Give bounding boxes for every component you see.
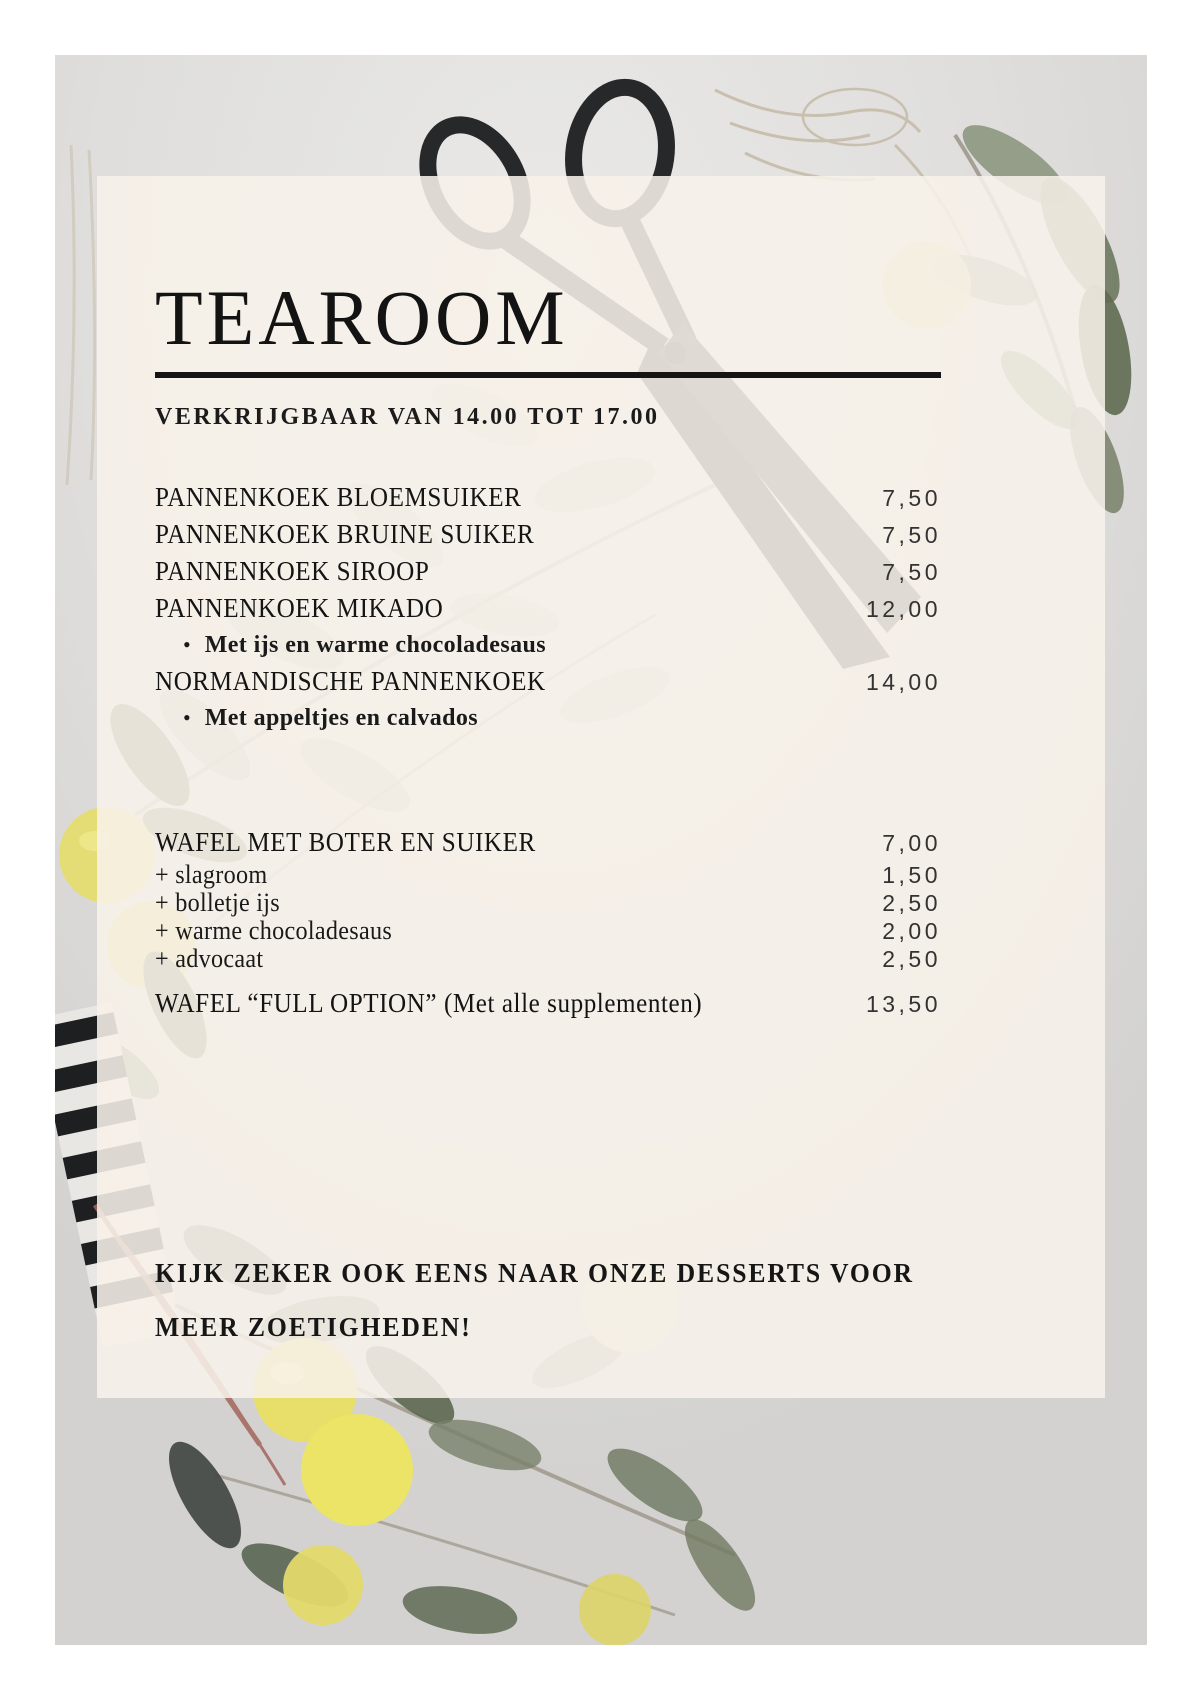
- menu-content: [155, 176, 941, 1354]
- item-name: PANNENKOEK SIROOP: [155, 556, 430, 586]
- menu-item-description: [155, 700, 941, 736]
- menu-item-row: [155, 479, 941, 516]
- lemon-bright-4: [579, 1574, 651, 1645]
- lemon-bright-2: [301, 1414, 413, 1526]
- item-name: PANNENKOEK BLOEMSUIKER: [155, 482, 522, 512]
- bullet-icon: •: [183, 705, 191, 730]
- addon-row: [155, 889, 941, 917]
- item-name: PANNENKOEK BRUINE SUIKER: [155, 519, 535, 549]
- menu-item-row: [155, 516, 941, 553]
- menu-item-row: [155, 985, 941, 1022]
- addon-name: + advocaat: [155, 944, 264, 973]
- item-price: 7,00: [882, 830, 941, 856]
- desserts-note: KIJK ZEKER OOK EENS NAAR ONZE DESSERTS VOOR MEER ZOETIGHEDEN!: [155, 1258, 914, 1342]
- item-price: 13,50: [865, 991, 941, 1017]
- item-price: 7,50: [882, 485, 941, 511]
- addon-price: 1,50: [882, 862, 941, 888]
- item-price: 14,00: [865, 669, 941, 695]
- pancakes-section: [155, 479, 941, 736]
- item-price: 7,50: [882, 559, 941, 585]
- item-price: 12,00: [865, 596, 941, 622]
- availability-subtitle: VERKRIJGBAAR VAN 14.00 TOT 17.00: [155, 404, 660, 430]
- addon-row: [155, 917, 941, 945]
- addon-price: 2,00: [882, 918, 941, 944]
- item-name: NORMANDISCHE PANNENKOEK: [155, 666, 546, 696]
- item-name: WAFEL “FULL OPTION” (Met alle supplementen): [155, 988, 703, 1018]
- description-text: Met appeltjes en calvados: [204, 705, 478, 731]
- addon-name: + slagroom: [155, 860, 268, 889]
- lemon-bright-3: [283, 1545, 363, 1625]
- addon-name: + bolletje ijs: [155, 888, 280, 917]
- addon-price: 2,50: [882, 890, 941, 916]
- addon-price: 2,50: [882, 946, 941, 972]
- menu-item-row: [155, 553, 941, 590]
- menu-item-row: [155, 663, 941, 700]
- addon-row: [155, 945, 941, 973]
- item-name: WAFEL MET BOTER EN SUIKER: [155, 827, 536, 857]
- bullet-icon: •: [183, 632, 191, 657]
- addon-row: [155, 861, 941, 889]
- addon-name: + warme chocoladesaus: [155, 916, 393, 945]
- menu-item-row: [155, 590, 941, 627]
- item-name: PANNENKOEK MIKADO: [155, 593, 444, 623]
- menu-item-description: [155, 627, 941, 663]
- page-title: TEAROOM: [155, 274, 569, 361]
- menu-item-row: [155, 824, 941, 861]
- item-price: 7,50: [882, 522, 941, 548]
- description-text: Met ijs en warme chocoladesaus: [204, 632, 546, 658]
- title-underline: [155, 372, 941, 378]
- waffles-section: [155, 824, 941, 1022]
